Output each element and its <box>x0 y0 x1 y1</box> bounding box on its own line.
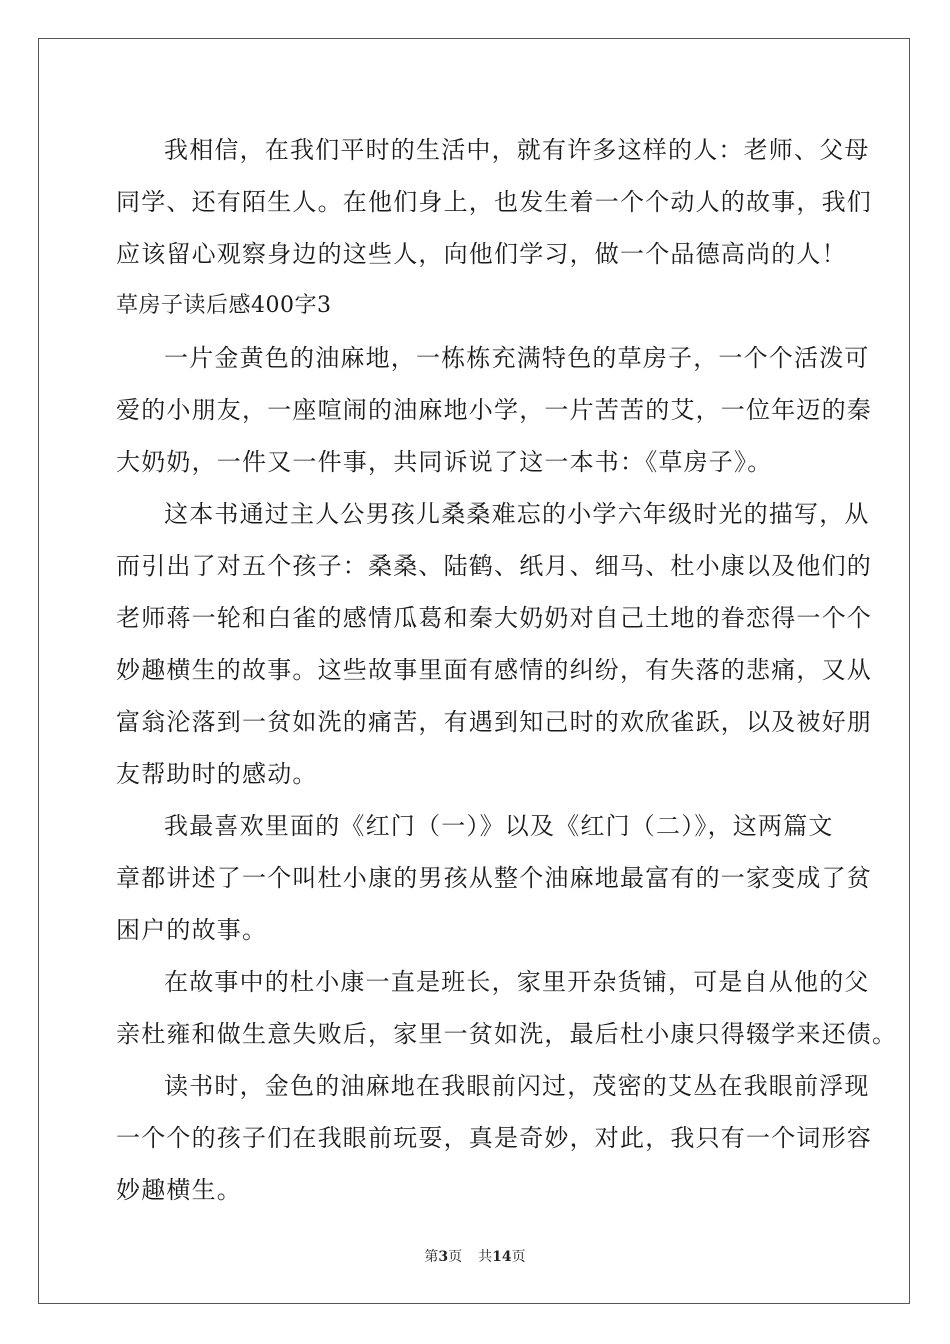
text-line: 友帮助时的感动。 <box>116 760 318 788</box>
text-line: 妙趣横生。 <box>116 1176 242 1204</box>
text-line: 章都讲述了一个叫杜小康的男孩从整个油麻地最富有的一家变成了贫 <box>116 864 872 892</box>
text-line: 这本书通过主人公男孩儿桑桑难忘的小学六年级时光的描写，从 <box>164 500 870 528</box>
footer-page-suffix: 页 <box>448 1249 463 1265</box>
heading-text: 草房子读后感400字3 <box>116 293 332 318</box>
paragraph <box>116 800 872 956</box>
section-heading <box>116 280 836 332</box>
text-line: 在故事中的杜小康一直是班长，家里开杂货铺，可是自从他的父 <box>164 968 870 996</box>
paragraph <box>116 1060 872 1216</box>
text-line: 读书时，金色的油麻地在我眼前闪过，茂密的艾丛在我眼前浮现 <box>164 1072 870 1100</box>
text-line: 一片金黄色的油麻地，一栋栋充满特色的草房子，一个个活泼可 <box>164 344 870 372</box>
text-line: 富翁沦落到一贫如洗的痛苦，有遇到知己时的欢欣雀跃，以及被好朋 <box>116 708 872 736</box>
paragraph <box>116 956 898 1060</box>
text-line: 老师蒋一轮和白雀的感情瓜葛和秦大奶奶对自己土地的眷恋得一个个 <box>116 604 872 632</box>
text-line: 同学、还有陌生人。在他们身上，也发生着一个个动人的故事，我们 <box>116 188 872 216</box>
text-line: 大奶奶，一件又一件事，共同诉说了这一本书：《草房子》。 <box>116 448 773 476</box>
document-body <box>116 124 898 1216</box>
text-line: 妙趣横生的故事。这些故事里面有感情的纠纷，有失落的悲痛，又从 <box>116 656 872 684</box>
text-line: 我相信，在我们平时的生活中，就有许多这样的人：老师、父母 <box>164 136 870 164</box>
footer-prefix: 第 <box>424 1249 439 1265</box>
paragraph <box>116 124 872 280</box>
text-line: 困户的故事。 <box>116 916 268 944</box>
total-pages: 14 <box>492 1249 512 1265</box>
text-line: 亲杜雍和做生意失败后，家里一贫如洗，最后杜小康只得辍学来还债。 <box>116 1020 898 1048</box>
text-line: 一个个的孩子们在我眼前玩耍，真是奇妙，对此，我只有一个词形容 <box>116 1124 872 1152</box>
page-number: 3 <box>438 1249 449 1265</box>
text-line: 而引出了对五个孩子：桑桑、陆鹤、纸月、细马、杜小康以及他们的 <box>116 552 872 580</box>
footer-total-suffix: 页 <box>511 1249 526 1265</box>
text-line: 爱的小朋友，一座喧闹的油麻地小学，一片苦苦的艾，一位年迈的秦 <box>116 396 872 424</box>
page-footer <box>0 1246 950 1266</box>
paragraph <box>116 488 872 800</box>
text-line: 我最喜欢里面的《红门（一）》以及《红门（二）》，这两篇文 <box>164 812 834 840</box>
text-line: 应该留心观察身边的这些人，向他们学习，做一个品德高尚的人！ <box>116 240 847 268</box>
footer-total-prefix: 共 <box>478 1249 493 1265</box>
paragraph <box>116 332 872 488</box>
